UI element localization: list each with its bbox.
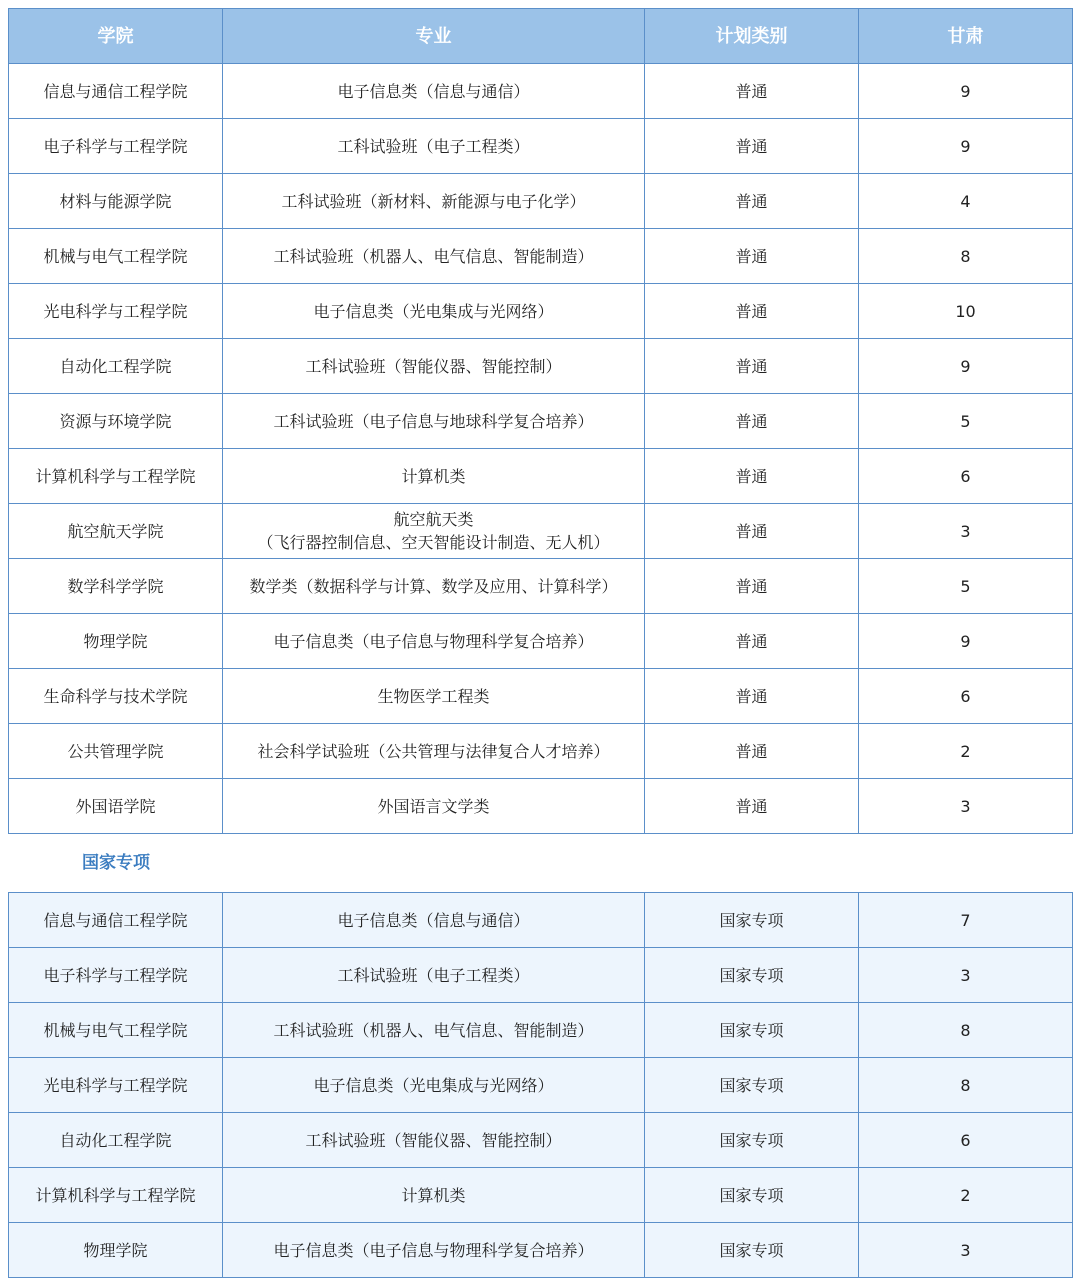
major-cell: 电子信息类（光电集成与光网络） [223,284,645,339]
major-cell: 计算机类 [223,449,645,504]
table-row [9,64,1073,119]
college-cell: 计算机科学与工程学院 [9,449,223,504]
major-cell: 工科试验班（智能仪器、智能控制） [223,339,645,394]
college-cell: 数学科学学院 [9,559,223,614]
quota-cell: 3 [859,1223,1073,1278]
quota-cell: 3 [859,779,1073,834]
category-cell: 普通 [645,339,859,394]
category-cell: 普通 [645,779,859,834]
major-cell [223,504,645,559]
major-cell: 电子信息类（信息与通信） [223,64,645,119]
college-cell: 物理学院 [9,1223,223,1278]
category-cell: 普通 [645,174,859,229]
quota-cell: 6 [859,1113,1073,1168]
quota-cell: 7 [859,893,1073,948]
category-cell: 国家专项 [645,1168,859,1223]
major-cell: 工科试验班（机器人、电气信息、智能制造） [223,1003,645,1058]
enrollment-plan-table [8,8,1073,834]
category-cell: 国家专项 [645,948,859,1003]
quota-cell: 9 [859,339,1073,394]
table-row [9,339,1073,394]
college-cell: 资源与环境学院 [9,394,223,449]
major-cell: 数学类（数据科学与计算、数学及应用、计算科学） [223,559,645,614]
college-cell: 光电科学与工程学院 [9,1058,223,1113]
category-cell: 普通 [645,614,859,669]
category-cell: 普通 [645,559,859,614]
quota-cell: 10 [859,284,1073,339]
quota-cell: 2 [859,724,1073,779]
header-category: 计划类别 [645,9,859,64]
table-row [9,779,1073,834]
college-cell: 信息与通信工程学院 [9,893,223,948]
table-row [9,559,1073,614]
category-cell: 普通 [645,449,859,504]
major-cell: 计算机类 [223,1168,645,1223]
table-row [9,893,1073,948]
quota-cell: 6 [859,669,1073,724]
college-cell: 外国语学院 [9,779,223,834]
quota-cell: 8 [859,1058,1073,1113]
college-cell: 电子科学与工程学院 [9,119,223,174]
category-cell: 普通 [645,669,859,724]
table-row [9,1003,1073,1058]
table-row [9,1223,1073,1278]
table-row [9,669,1073,724]
header-major: 专业 [223,9,645,64]
quota-cell: 3 [859,504,1073,559]
quota-cell: 9 [859,614,1073,669]
major-cell: 电子信息类（信息与通信） [223,893,645,948]
table-row [9,1168,1073,1223]
table-row [9,174,1073,229]
major-cell: 工科试验班（新材料、新能源与电子化学） [223,174,645,229]
college-cell: 机械与电气工程学院 [9,229,223,284]
college-cell: 物理学院 [9,614,223,669]
major-cell: 电子信息类（电子信息与物理科学复合培养） [223,614,645,669]
major-cell: 工科试验班（电子信息与地球科学复合培养） [223,394,645,449]
category-cell: 国家专项 [645,1113,859,1168]
college-cell: 自动化工程学院 [9,1113,223,1168]
table-header-row [9,9,1073,64]
table-row [9,948,1073,1003]
category-cell: 普通 [645,64,859,119]
quota-cell: 8 [859,1003,1073,1058]
college-cell: 电子科学与工程学院 [9,948,223,1003]
table-row [9,1058,1073,1113]
college-cell: 航空航天学院 [9,504,223,559]
table-row [9,449,1073,504]
major-cell: 工科试验班（智能仪器、智能控制） [223,1113,645,1168]
quota-cell: 9 [859,64,1073,119]
category-cell: 普通 [645,724,859,779]
quota-cell: 5 [859,559,1073,614]
category-cell: 国家专项 [645,1223,859,1278]
major-cell: 生物医学工程类 [223,669,645,724]
college-cell: 材料与能源学院 [9,174,223,229]
major-cell: 社会科学试验班（公共管理与法律复合人才培养） [223,724,645,779]
table-row [9,119,1073,174]
category-cell: 国家专项 [645,1058,859,1113]
college-cell: 自动化工程学院 [9,339,223,394]
category-cell: 普通 [645,119,859,174]
category-cell: 国家专项 [645,1003,859,1058]
major-cell: 工科试验班（电子工程类） [223,948,645,1003]
major-cell: 电子信息类（光电集成与光网络） [223,1058,645,1113]
table-row [9,284,1073,339]
quota-cell: 3 [859,948,1073,1003]
quota-cell: 9 [859,119,1073,174]
special-plan-table [8,892,1073,1278]
major-line-1: 航空航天类 [393,510,474,529]
quota-cell: 6 [859,449,1073,504]
college-cell: 机械与电气工程学院 [9,1003,223,1058]
category-cell: 普通 [645,504,859,559]
college-cell: 光电科学与工程学院 [9,284,223,339]
table-row [9,394,1073,449]
quota-cell: 8 [859,229,1073,284]
category-cell: 普通 [645,284,859,339]
college-cell: 公共管理学院 [9,724,223,779]
header-college: 学院 [9,9,223,64]
quota-cell: 4 [859,174,1073,229]
table-row [9,724,1073,779]
college-cell: 生命科学与技术学院 [9,669,223,724]
major-cell: 工科试验班（电子工程类） [223,119,645,174]
college-cell: 信息与通信工程学院 [9,64,223,119]
quota-cell: 2 [859,1168,1073,1223]
category-cell: 国家专项 [645,893,859,948]
major-cell: 外国语言文学类 [223,779,645,834]
table-row [9,1113,1073,1168]
major-line-2: （飞行器控制信息、空天智能设计制造、无人机） [257,533,610,552]
category-cell: 普通 [645,229,859,284]
header-gansu-quota: 甘肃 [859,9,1073,64]
college-cell: 计算机科学与工程学院 [9,1168,223,1223]
special-section-title: 国家专项 [82,853,150,873]
quota-cell: 5 [859,394,1073,449]
major-cell: 工科试验班（机器人、电气信息、智能制造） [223,229,645,284]
table-row [9,229,1073,284]
table-row [9,614,1073,669]
category-cell: 普通 [645,394,859,449]
table-row [9,504,1073,559]
major-cell: 电子信息类（电子信息与物理科学复合培养） [223,1223,645,1278]
